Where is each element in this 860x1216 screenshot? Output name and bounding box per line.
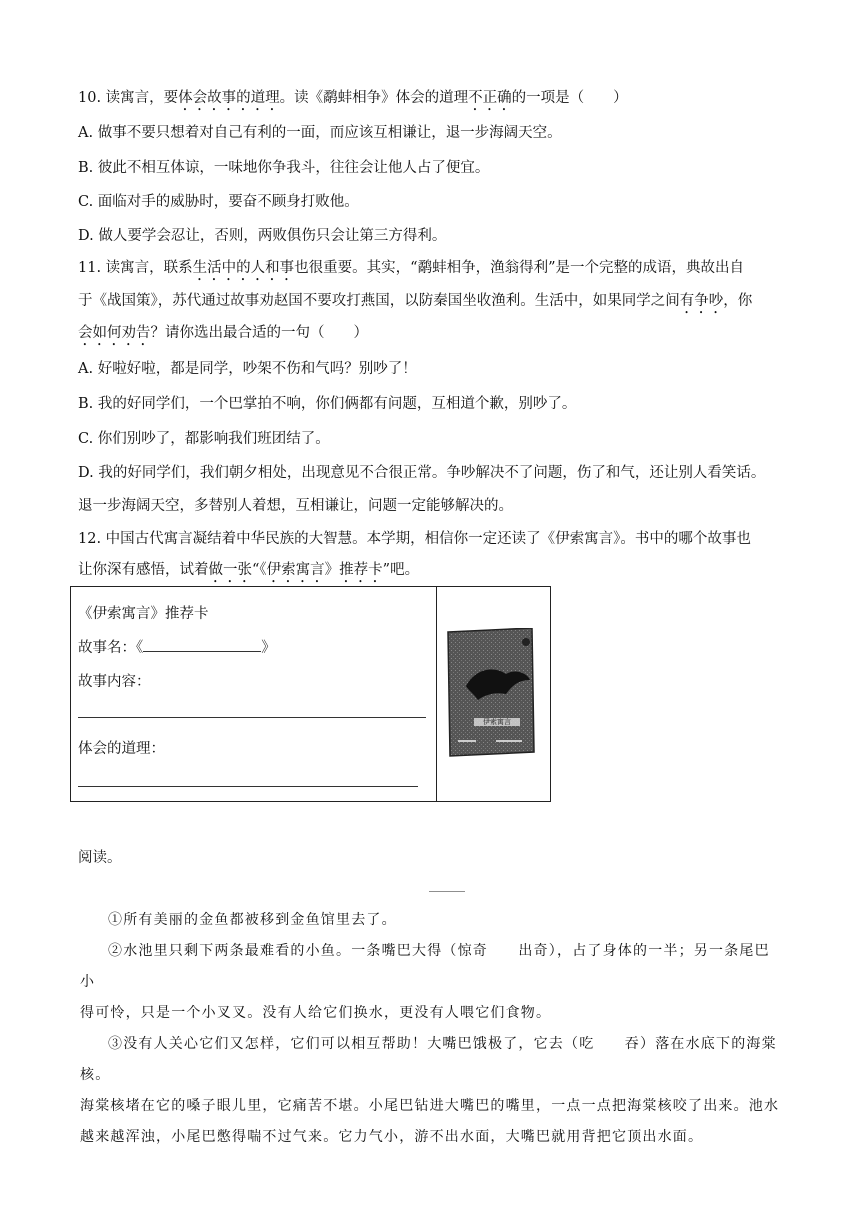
q11-l2-a: 于《战国策》，苏代通过故事劝赵国不要攻打燕国，以防秦国坐收渔利。生活中，如果同学之间 xyxy=(78,293,680,309)
story-name-close: 》 xyxy=(261,640,276,656)
q10-option-a: A. 做事不要只想着对自己有利的一面，而应该互相谦让，退一步海阔天空。 xyxy=(78,125,562,141)
q12-stem-line2 xyxy=(78,558,419,586)
q11-emphasis-1: 生活中的人和事 xyxy=(192,260,295,276)
q11-stem-line2 xyxy=(78,289,752,317)
card-lesson-label: 体会的道理： xyxy=(78,741,165,757)
q11-stem-line1 xyxy=(78,256,744,284)
q12-stem-line1: 12. 中国古代寓言凝结着中华民族的大智慧。本学期，相信你一定还读了《伊索寓言》。书中的哪个故事也 xyxy=(78,531,751,547)
story-name-label: 故事名：《 xyxy=(78,640,144,656)
content-answer-line[interactable] xyxy=(78,717,426,718)
q10-option-c: C. 面临对手的威胁时，要奋不顾身打败他。 xyxy=(78,194,359,210)
lesson-answer-line[interactable] xyxy=(78,786,418,787)
q11-l3-b: ？请你选出最合适的一句（ ） xyxy=(150,325,368,341)
passage-p2-line1: ②水池里只剩下两条最难看的小鱼。一条嘴巴大得（惊奇 出奇），占了身体的一半；另一条尾巴小 xyxy=(80,943,770,990)
story-name-input[interactable] xyxy=(143,639,261,652)
q10-emphasis-2: 不正确 xyxy=(468,90,512,106)
q11-l1-b: 也很重要。其实，“鹬蚌相争，渔翁得利”是一个完整的成语，典故出自 xyxy=(294,260,744,276)
q11-l2-b: ，你 xyxy=(723,293,753,309)
passage-p2-line2: 得可怜，只是一个小叉叉。没有人给它们换水，更没有人喂它们食物。 xyxy=(80,1005,552,1021)
q10-stem-a: 10. 读寓言，要 xyxy=(78,90,179,106)
q12-l2-a: 让你深有感悟，试着 xyxy=(78,562,209,578)
q11-stem-line3 xyxy=(78,321,368,349)
passage-p3-line3: 越来越浑浊，小尾巴憋得喘不过气来。它力气小，游不出水面，大嘴巴就用背把它顶出水面。 xyxy=(80,1129,704,1145)
card-title: 《伊索寓言》推荐卡 xyxy=(78,606,209,622)
passage-p3-line1: ③没有人关心它们又怎样，它们可以相互帮助！大嘴巴饿极了，它去（吃 吞）落在水底下的海棠核。 xyxy=(80,1036,777,1083)
q11-option-d-cont: 退一步海阔天空，多替别人着想，互相谦让，问题一定能够解决的。 xyxy=(78,498,513,514)
reading-passage xyxy=(80,905,780,1153)
book-cover-image xyxy=(446,628,536,758)
q11-l1-a: 11. 读寓言，联系 xyxy=(78,260,193,276)
reading-title-blank: ______ xyxy=(429,878,465,892)
reading-label: 阅读。 xyxy=(78,850,122,866)
card-content-label: 故事内容： xyxy=(78,674,151,690)
card-story-name xyxy=(78,636,276,657)
q11-option-b: B. 我的好同学们，一个巴掌拍不响，你们俩都有问题，互相道个歉，别吵了。 xyxy=(78,396,577,412)
q11-emphasis-3: 会如何劝告 xyxy=(78,325,151,341)
q10-stem-c: 的一项是（ ） xyxy=(511,90,628,106)
q11-option-c: C. 你们别吵了，都影响我们班团结了。 xyxy=(78,431,330,447)
q12-emphasis: 做一张“《伊索寓言》推荐卡” xyxy=(208,562,391,578)
book-cover-title: 伊索寓言 xyxy=(483,718,511,726)
q10-option-d: D. 做人要学会忍让，否则，两败俱伤只会让第三方得利。 xyxy=(78,228,447,244)
q10-emphasis-1: 体会故事的道理 xyxy=(178,90,280,106)
q10-option-b: B. 彼此不相互体谅，一味地你争我斗，往往会让他人占了便宜。 xyxy=(78,160,490,176)
q11-emphasis-2: 有争吵 xyxy=(679,293,724,309)
q10-stem xyxy=(78,86,628,114)
passage-p3-line2: 海棠核堵在它的嗓子眼儿里，它痛苦不堪。小尾巴钻进大嘴巴的嘴里，一点一点把海棠核咬了出来。池水 xyxy=(80,1098,780,1114)
q10-stem-b: 。读《鹬蚌相争》体会的道理 xyxy=(279,90,469,106)
q11-option-a: A. 好啦好啦，都是同学，吵架不伤和气吗？别吵了！ xyxy=(78,361,417,377)
q11-option-d: D. 我的好同学们，我们朝夕相处，出现意见不合很正常。争吵解决不了问题，伤了和气，还让别人看笑话。 xyxy=(78,465,766,481)
q12-l2-b: 吧。 xyxy=(390,562,420,578)
passage-p1: ①所有美丽的金鱼都被移到金鱼馆里去了。 xyxy=(108,912,397,928)
